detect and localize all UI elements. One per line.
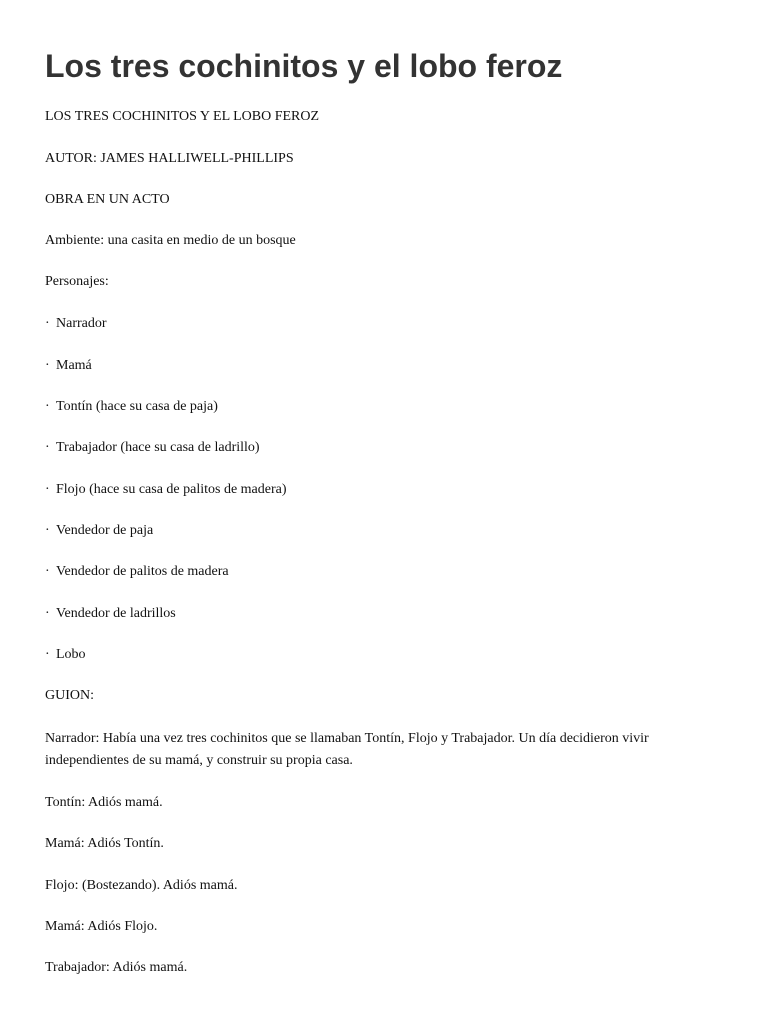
script-label: GUION: bbox=[45, 688, 94, 703]
work-type-line: OBRA EN UN ACTO bbox=[45, 192, 170, 207]
author-line: AUTOR: JAMES HALLIWELL-PHILLIPS bbox=[45, 151, 294, 166]
character-list-item bbox=[45, 396, 685, 418]
dialogue-line: Mamá: Adiós Tontín. bbox=[45, 836, 164, 851]
character-list-item bbox=[45, 561, 685, 583]
document-title: Los tres cochinitos y el lobo feroz bbox=[45, 48, 563, 84]
heading-caps: LOS TRES COCHINITOS Y EL LOBO FEROZ bbox=[45, 109, 320, 124]
bullet-dot: · bbox=[45, 564, 50, 579]
dialogue-line: Tontín: Adiós mamá. bbox=[45, 795, 163, 810]
character-name: Flojo (hace su casa de palitos de madera) bbox=[56, 482, 287, 497]
bullet-dot: · bbox=[45, 523, 50, 538]
character-name: Vendedor de palitos de madera bbox=[56, 564, 229, 579]
character-name: Vendedor de paja bbox=[56, 523, 154, 538]
character-list-item bbox=[45, 355, 685, 377]
character-list-item bbox=[45, 437, 685, 459]
character-name: Lobo bbox=[56, 647, 86, 662]
character-name: Vendedor de ladrillos bbox=[56, 606, 176, 621]
bullet-dot: · bbox=[45, 358, 50, 373]
bullet-dot: · bbox=[45, 647, 50, 662]
character-name: Tontín (hace su casa de paja) bbox=[56, 399, 218, 414]
character-list-item bbox=[45, 644, 685, 666]
bullet-dot: · bbox=[45, 399, 50, 414]
character-list-item bbox=[45, 479, 685, 501]
dialogue-line: Trabajador: Adiós mamá. bbox=[45, 960, 188, 975]
character-name: Trabajador (hace su casa de ladrillo) bbox=[56, 440, 260, 455]
bullet-dot: · bbox=[45, 316, 50, 331]
bullet-dot: · bbox=[45, 606, 50, 621]
dialogue-line: Flojo: (Bostezando). Adiós mamá. bbox=[45, 878, 238, 893]
dialogue-line: Mamá: Adiós Flojo. bbox=[45, 919, 158, 934]
bullet-dot: · bbox=[45, 482, 50, 497]
character-list-item bbox=[45, 603, 685, 625]
setting-line: Ambiente: una casita en medio de un bosque bbox=[45, 233, 296, 248]
character-name: Mamá bbox=[56, 358, 92, 373]
characters-label: Personajes: bbox=[45, 274, 109, 289]
dialogue-line: Narrador: Había una vez tres cochinitos que se llamaban Tontín, Flojo y Trabajador. Un día decidieron vivir independientes de su mamá, y construir su propia casa. bbox=[45, 731, 649, 768]
character-list-item bbox=[45, 313, 685, 335]
bullet-dot: · bbox=[45, 440, 50, 455]
character-list-item bbox=[45, 520, 685, 542]
character-name: Narrador bbox=[56, 316, 107, 331]
